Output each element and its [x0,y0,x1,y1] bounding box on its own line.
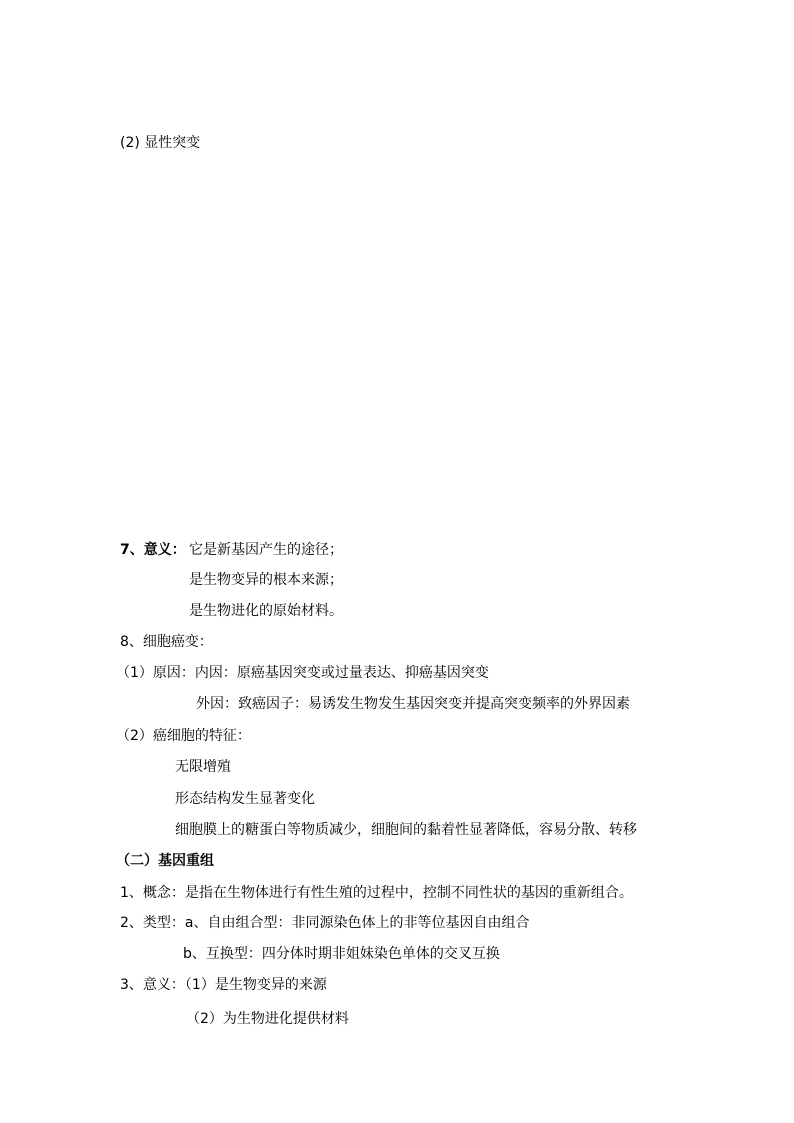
recombination-significance-1: 3、意义：（1）是生物变异的来源 [120,977,327,993]
significance-heading: 7、意义： [120,542,186,558]
recombination-heading: （二）基因重组 [116,853,214,869]
significance-item-3: 是生物进化的原始材料。 [189,603,343,619]
cancer-feature-2: 形态结构发生显著变化 [175,791,315,807]
cancer-feature-heading: （2）癌细胞的特征： [116,728,251,744]
significance-item-2: 是生物变异的根本来源； [189,572,343,588]
cell-cancer-heading: 8、细胞癌变： [120,634,213,650]
significance-item-1: 它是新基因产生的途径； [189,542,343,558]
cancer-cause-external: 外因：致癌因子：易诱发生物发生基因突变并提高突变频率的外界因素 [196,696,630,712]
cancer-feature-1: 无限增殖 [175,759,231,775]
recombination-type-b: b、互换型：四分体时期非姐妹染色单体的交叉互换 [183,946,500,962]
cancer-cause-internal: （1）原因：内因：原癌基因突变或过量表达、抑癌基因突变 [116,665,489,681]
recombination-type-a: 2、类型：a、自由组合型：非同源染色体上的非等位基因自由组合 [120,915,530,931]
dominant-mutation-subheading: (2) 显性突变 [120,135,201,151]
recombination-concept: 1、概念：是指在生物体进行有性生殖的过程中，控制不同性状的基因的重新组合。 [120,885,633,901]
cancer-feature-3: 细胞膜上的糖蛋白等物质减少，细胞间的黏着性显著降低，容易分散、转移 [175,822,637,838]
recombination-significance-2: （2）为生物进化提供材料 [186,1011,349,1027]
